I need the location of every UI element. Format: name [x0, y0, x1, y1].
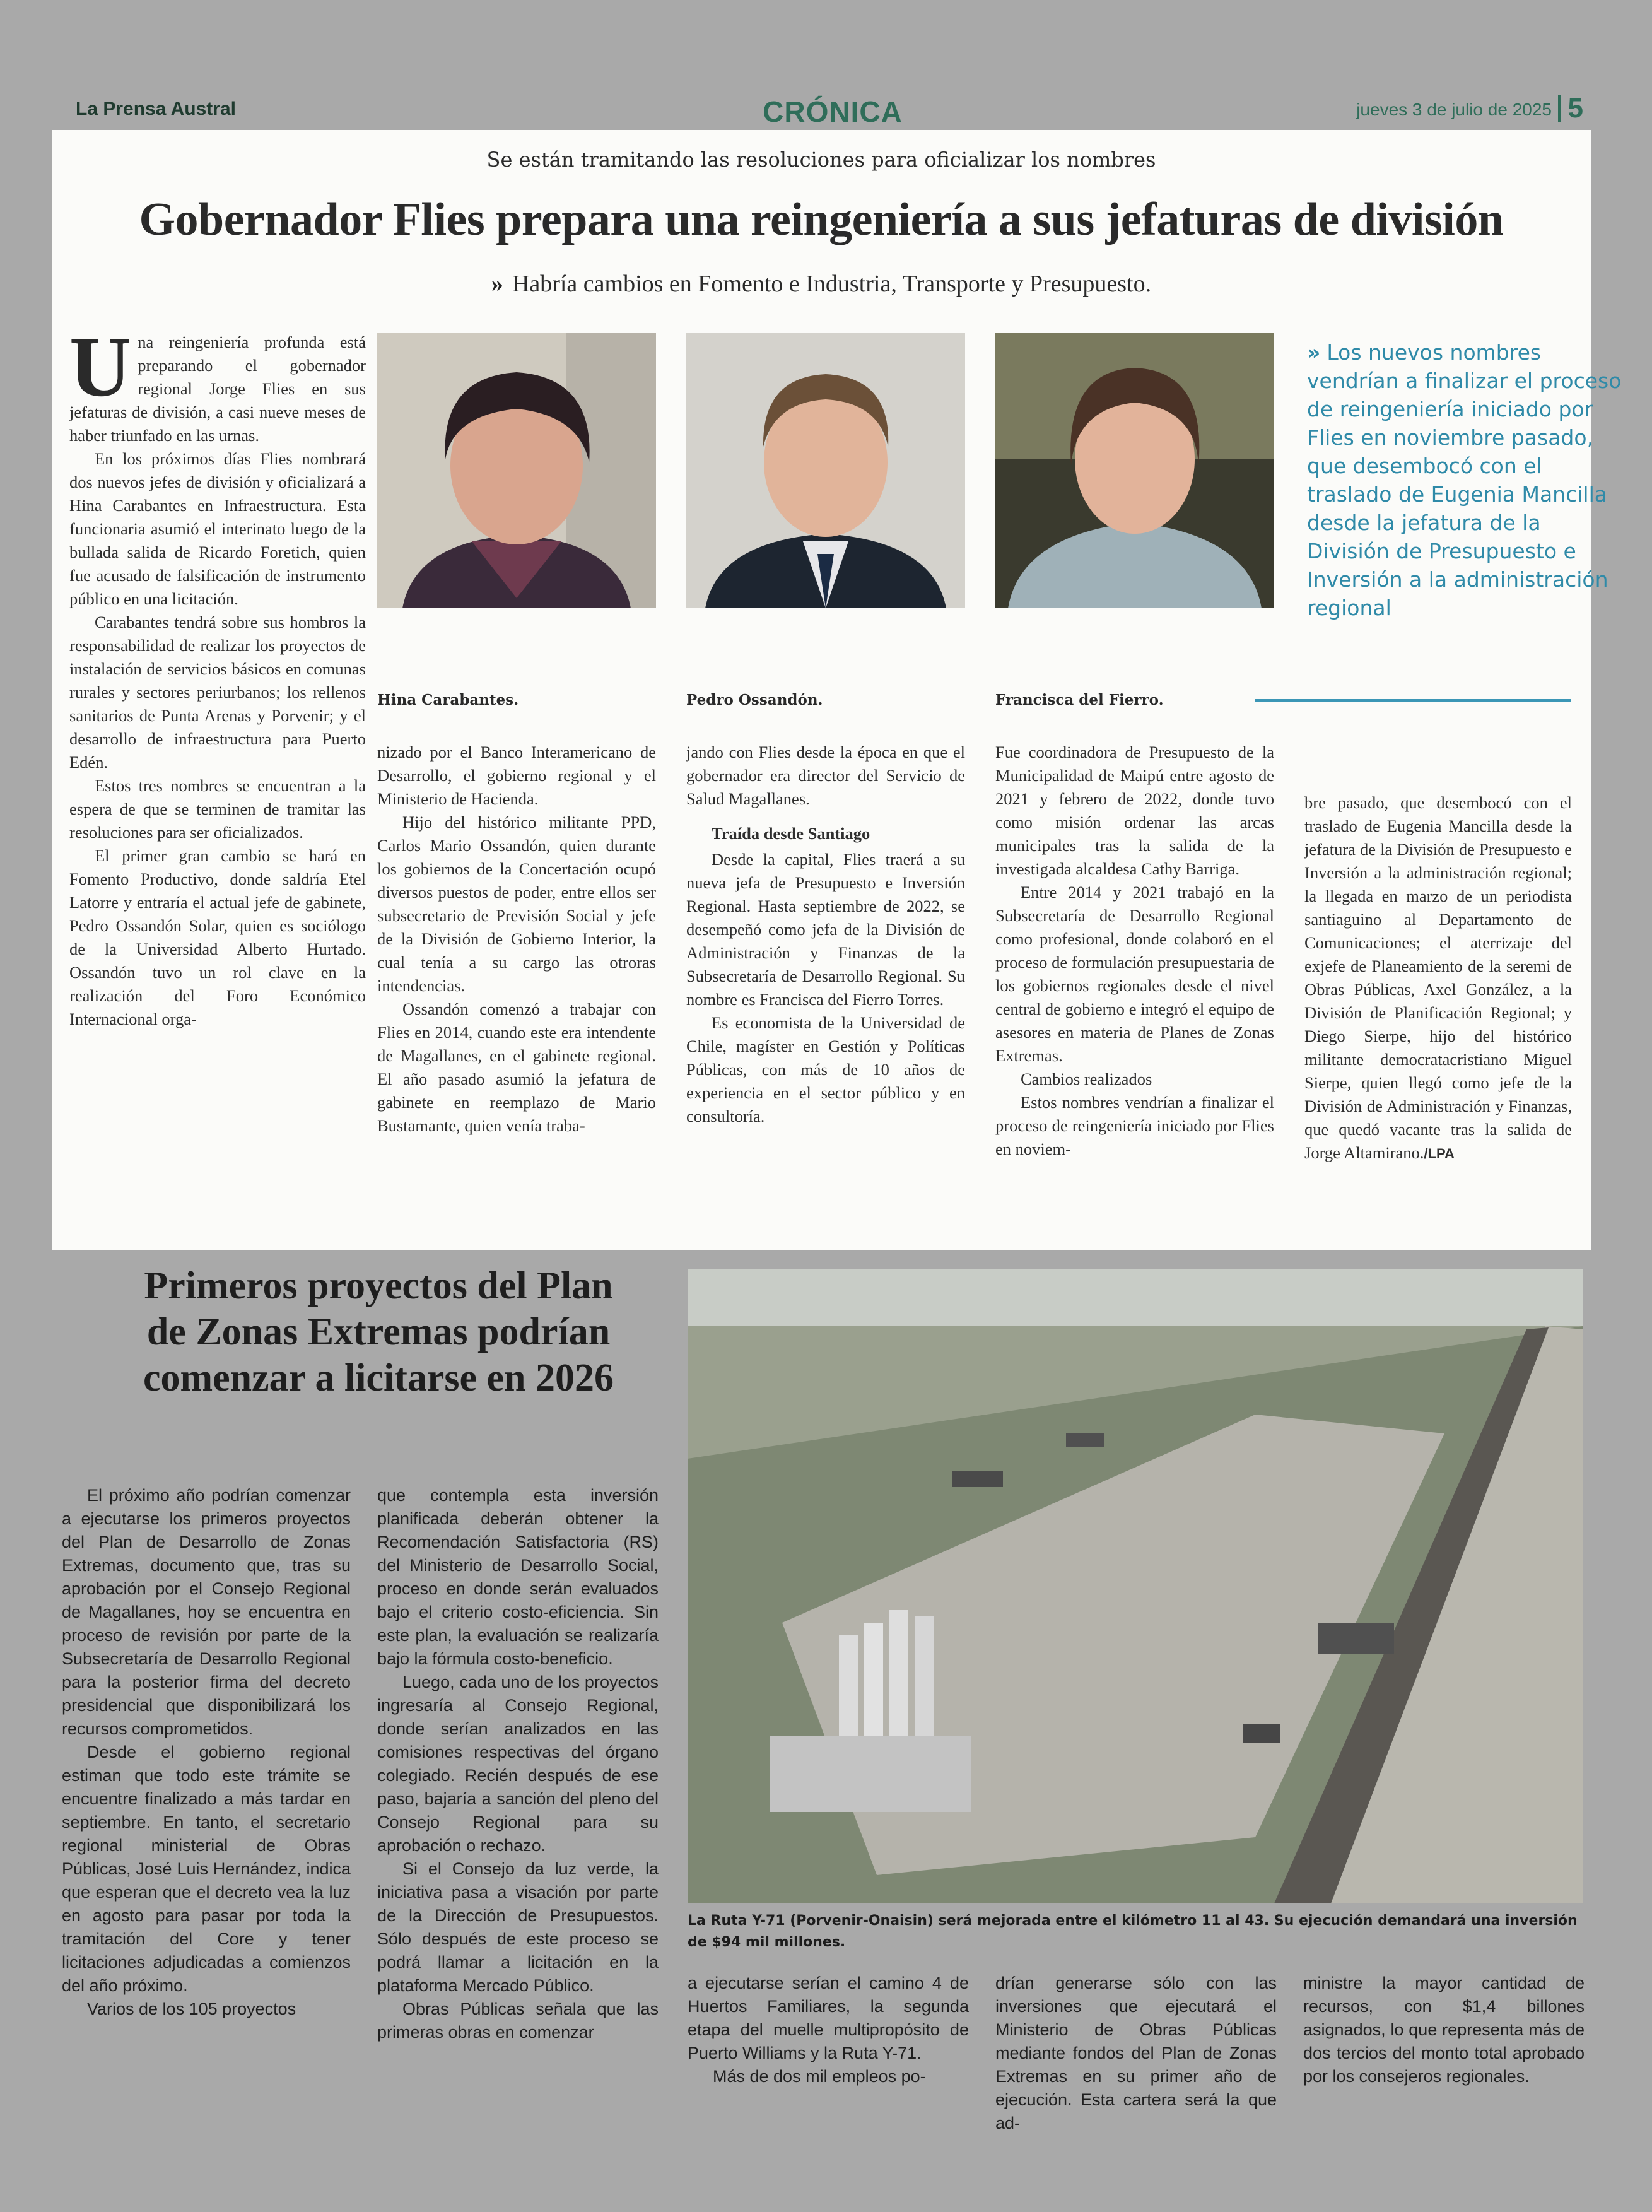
photo-ruta-y71 — [688, 1269, 1583, 1903]
chevron-right-icon: » — [491, 271, 503, 297]
secondary-column-4 — [995, 1972, 1277, 2135]
photo-caption: Hina Carabantes. — [377, 691, 519, 709]
paragraph: Obras Públicas señala que las primeras obras en comenzar — [377, 1999, 659, 2042]
photo-caption: Pedro Ossandón. — [686, 691, 823, 709]
paragraph: El primer gran cambio se hará en Fomento Productivo, donde saldría Etel Latorre y entraría el actual jefe de gabinete, Pedro Ossandón Solar, quien es sociólogo de la Universidad Alberto Hurtado. Ossandón tuvo un rol clave en la realización del Foro Económico Internacional orga- — [69, 846, 366, 1028]
paragraph: Ossandón comenzó a trabajar con Flies en 2014, cuando este era intendente de Magallanes, en el gabinete regional. El año pasado asumió la jefatura de gabinete en reemplazo de Mario Bustamante, quien venía traba- — [377, 999, 656, 1135]
page-number: 5 — [1558, 95, 1583, 122]
masthead — [76, 95, 1583, 126]
photo-francisca-del-fierro — [995, 333, 1274, 608]
paragraph: Luego, cada uno de los proyectos ingresaría al Consejo Regional, donde serían analizados en las comisiones respectivas del órgano colegiado. Recién después de ese paso, bajaría a sanción del pleno del Consejo Regional para su aprobación o rechazo. — [377, 1673, 659, 1855]
paragraph: En los próximos días Flies nombrará dos nuevos jefes de división y oficializará a Hina Carabantes en Infraestructura. Esta funcionaria asumió el interinato luego de la bullada salida de Ricardo Foretich, quien fue acusado de falsificación de instrumento público en una licitación. — [69, 449, 366, 608]
article-deck — [52, 270, 1591, 298]
paragraph: a ejecutarse serían el camino 4 de Huertos Familiares, la segunda etapa del muelle multipropósito de Puerto Williams y la Ruta Y-71. — [688, 1974, 969, 2062]
paragraph: El próximo año podrían comenzar a ejecutarse los primeros proyectos del Plan de Desarrollo de Zonas Extremas, documento que, tras su aprobación por el Consejo Regional de Magallanes, hoy se encuentra en proceso de revisión por parte de la Subsecretaría de Desarrollo Regional para la posterior firma del decreto presidencial que disponibilizará los recursos comprometidos. — [62, 1486, 351, 1738]
photo-hina-carabantes — [377, 333, 656, 608]
deck-text: Habría cambios en Fomento e Industria, Transporte y Presupuesto. — [512, 271, 1152, 297]
photo-caption: Francisca del Fierro. — [995, 691, 1164, 709]
paragraph: Desde el gobierno regional estiman que todo este trámite se encuentre finalizado a más tardar en septiembre. En tanto, el secretario regional ministerial de Obras Públicas, José Luis Hernández, indica que esperan que el decreto vea la luz en agosto para pasar por toda la tramitación del Core y tener licitaciones adjudicadas a comienzos del año próximo. — [62, 1743, 351, 1995]
paragraph: Más de dos mil empleos po- — [713, 2067, 926, 2086]
chevron-right-icon: » — [1307, 340, 1321, 365]
paragraph: que contempla esta inversión planificada deberán obtener la Recomendación Satisfactoria (RS) del Ministerio de Desarrollo Social, proceso en donde serán evaluados bajo el criterio costo-eficiencia. Sin este plan, la evaluación se realizaría bajo la fórmula costo-beneficio. — [377, 1486, 659, 1668]
paragraph: Es economista de la Universidad de Chile, magíster en Gestión y Políticas Públicas, con más de 10 años de experiencia en el sector público y en consultoría. — [686, 1013, 965, 1126]
newspaper-brand: La Prensa Austral — [76, 98, 236, 119]
paragraph: Desde la capital, Flies traerá a su nueva jefa de Presupuesto e Inversión Regional. Hasta septiembre de 2022, se desempeñó como jefa de la División de Administración y Finanzas de la Subsecretaría de Desarrollo Regional. Su nombre es Francisca del Fierro Torres. — [686, 850, 965, 1009]
paragraph: nizado por el Banco Interamericano de Desarrollo, el gobierno regional y el Ministerio de Hacienda. — [377, 743, 656, 808]
author-signature: /LPA — [1424, 1146, 1455, 1162]
secondary-column-2 — [377, 1484, 659, 2044]
paragraph: Estos tres nombres se encuentran a la espera de que se terminen de tramitar las resoluciones para ser oficializados. — [69, 776, 366, 842]
subheading: Traída desde Santiago — [712, 824, 870, 843]
paragraph: Estos nombres vendrían a finalizar el proceso de reingeniería iniciado por Flies en noviem- — [995, 1093, 1274, 1158]
article-headline: Gobernador Flies prepara una reingeniería a sus jefaturas de división — [139, 194, 1504, 245]
paragraph: Cambios realizados — [1021, 1069, 1152, 1088]
article-column-2 — [377, 741, 656, 1138]
article-column-3 — [686, 741, 965, 1128]
section-name: CRÓNICA — [763, 95, 903, 128]
article-column-4 — [995, 741, 1274, 1161]
drop-cap: U — [69, 320, 132, 415]
paragraph: Varios de los 105 proyectos — [87, 1999, 296, 2018]
paragraph: bre pasado, que desembocó con el traslado de Eugenia Mancilla desde la jefatura de la División de Presupuesto e Inversión a la administración regional; la llegada en marzo de un periodista santiaguino al Departamento de Comunicaciones; el aterrizaje del exjefe de Planeamiento de la seremi de Obras Públicas, Axel González, a la División de Planificación Regional; y Diego Sierpe, hijo del histórico militante democratacristiano Miguel Sierpe, quien llegó como jefe de la División de Administración y Finanzas, que quedó vacante tras la salida de Jorge Altamirano. — [1304, 793, 1572, 1162]
article-column-5 — [1304, 791, 1572, 1165]
pull-quote-rule — [1255, 699, 1571, 702]
paragraph: ministre la mayor cantidad de recursos, con $1,4 billones asignados, lo que representa más de dos tercios del monto total aprobado por los consejeros regionales. — [1303, 1974, 1585, 2086]
secondary-column-3 — [688, 1972, 969, 2088]
paragraph: Si el Consejo da luz verde, la iniciativa pasa a visación por parte de la Dirección de Presupuestos. Sólo después de este proceso se podrá llamar a licitación en la plataforma Mercado Público. — [377, 1859, 659, 1995]
pull-quote-text: Los nuevos nombres vendrían a finalizar el proceso de reingeniería iniciado por Flies en noviembre pasado, que desembocó con el traslado de Eugenia Mancilla desde la jefatura de la División de Presupuesto e Inversión a la administración regional — [1307, 340, 1622, 620]
paragraph: na reingeniería profunda está preparando el gobernador regional Jorge Flies en sus jefaturas de división, a casi nueve meses de haber triunfado en las urnas. — [69, 332, 366, 445]
photo-caption: La Ruta Y-71 (Porvenir-Onaisin) será mejorada entre el kilómetro 11 al 43. Su ejecución demandará una inversión de $94 mil millones. — [688, 1913, 1578, 1950]
paragraph: jando con Flies desde la época en que el gobernador era director del Servicio de Salud Magallanes. — [686, 743, 965, 808]
article-kicker: Se están tramitando las resoluciones para oficializar los nombres — [486, 148, 1156, 172]
paragraph: Carabantes tendrá sobre sus hombros la responsabilidad de realizar los proyectos de instalación de servicios básicos en comunas rurales y sectores periurbanos; los rellenos sanitarios de Punta Arenas y Porvenir; y el desarrollo de infraestructura para Puerto Edén. — [69, 613, 366, 772]
paragraph: Hijo del histórico militante PPD, Carlos Mario Ossandón, quien durante los gobiernos de la Concertación ocupó diversos puestos de poder, entre ellos ser subsecretario de Previsión Social y jefe de la División de Gobierno Interior, la cual tenía a su cargo las otroras intendencias. — [377, 813, 656, 995]
secondary-headline: Primeros proyectos del Plan de Zonas Extremas podrían comenzar a licitarse en 2026 — [143, 1264, 614, 1399]
paragraph: drían generarse sólo con las inversiones que ejecutará el Ministerio de Obras Públicas mediante fondos del Plan de Zonas Extremas en su primer año de ejecución. Esta cartera será la que ad- — [995, 1974, 1277, 2133]
top-article — [52, 130, 1622, 1250]
pull-quote — [1307, 338, 1622, 622]
article-column-1 — [69, 320, 366, 1031]
photo-pedro-ossandon — [686, 333, 965, 608]
secondary-column-1 — [62, 1484, 351, 2021]
secondary-column-5 — [1303, 1972, 1585, 2088]
paragraph: Fue coordinadora de Presupuesto de la Municipalidad de Maipú entre agosto de 2021 y febrero de 2022, donde tuvo como misión ordenar las arcas municipales tras la salida de la investigada alcaldesa Cathy Barriga. — [995, 743, 1274, 878]
paragraph: Entre 2014 y 2021 trabajó en la Subsecretaría de Desarrollo Regional como profesional, donde colaboró en el proceso de formulación presupuestaria de los gobiernos regionales desde el nivel central de gobierno e integró el equipo de asesores en materia de Planes de Zonas Extremas. — [995, 883, 1274, 1065]
issue-date: jueves 3 de julio de 2025 — [1356, 100, 1552, 119]
